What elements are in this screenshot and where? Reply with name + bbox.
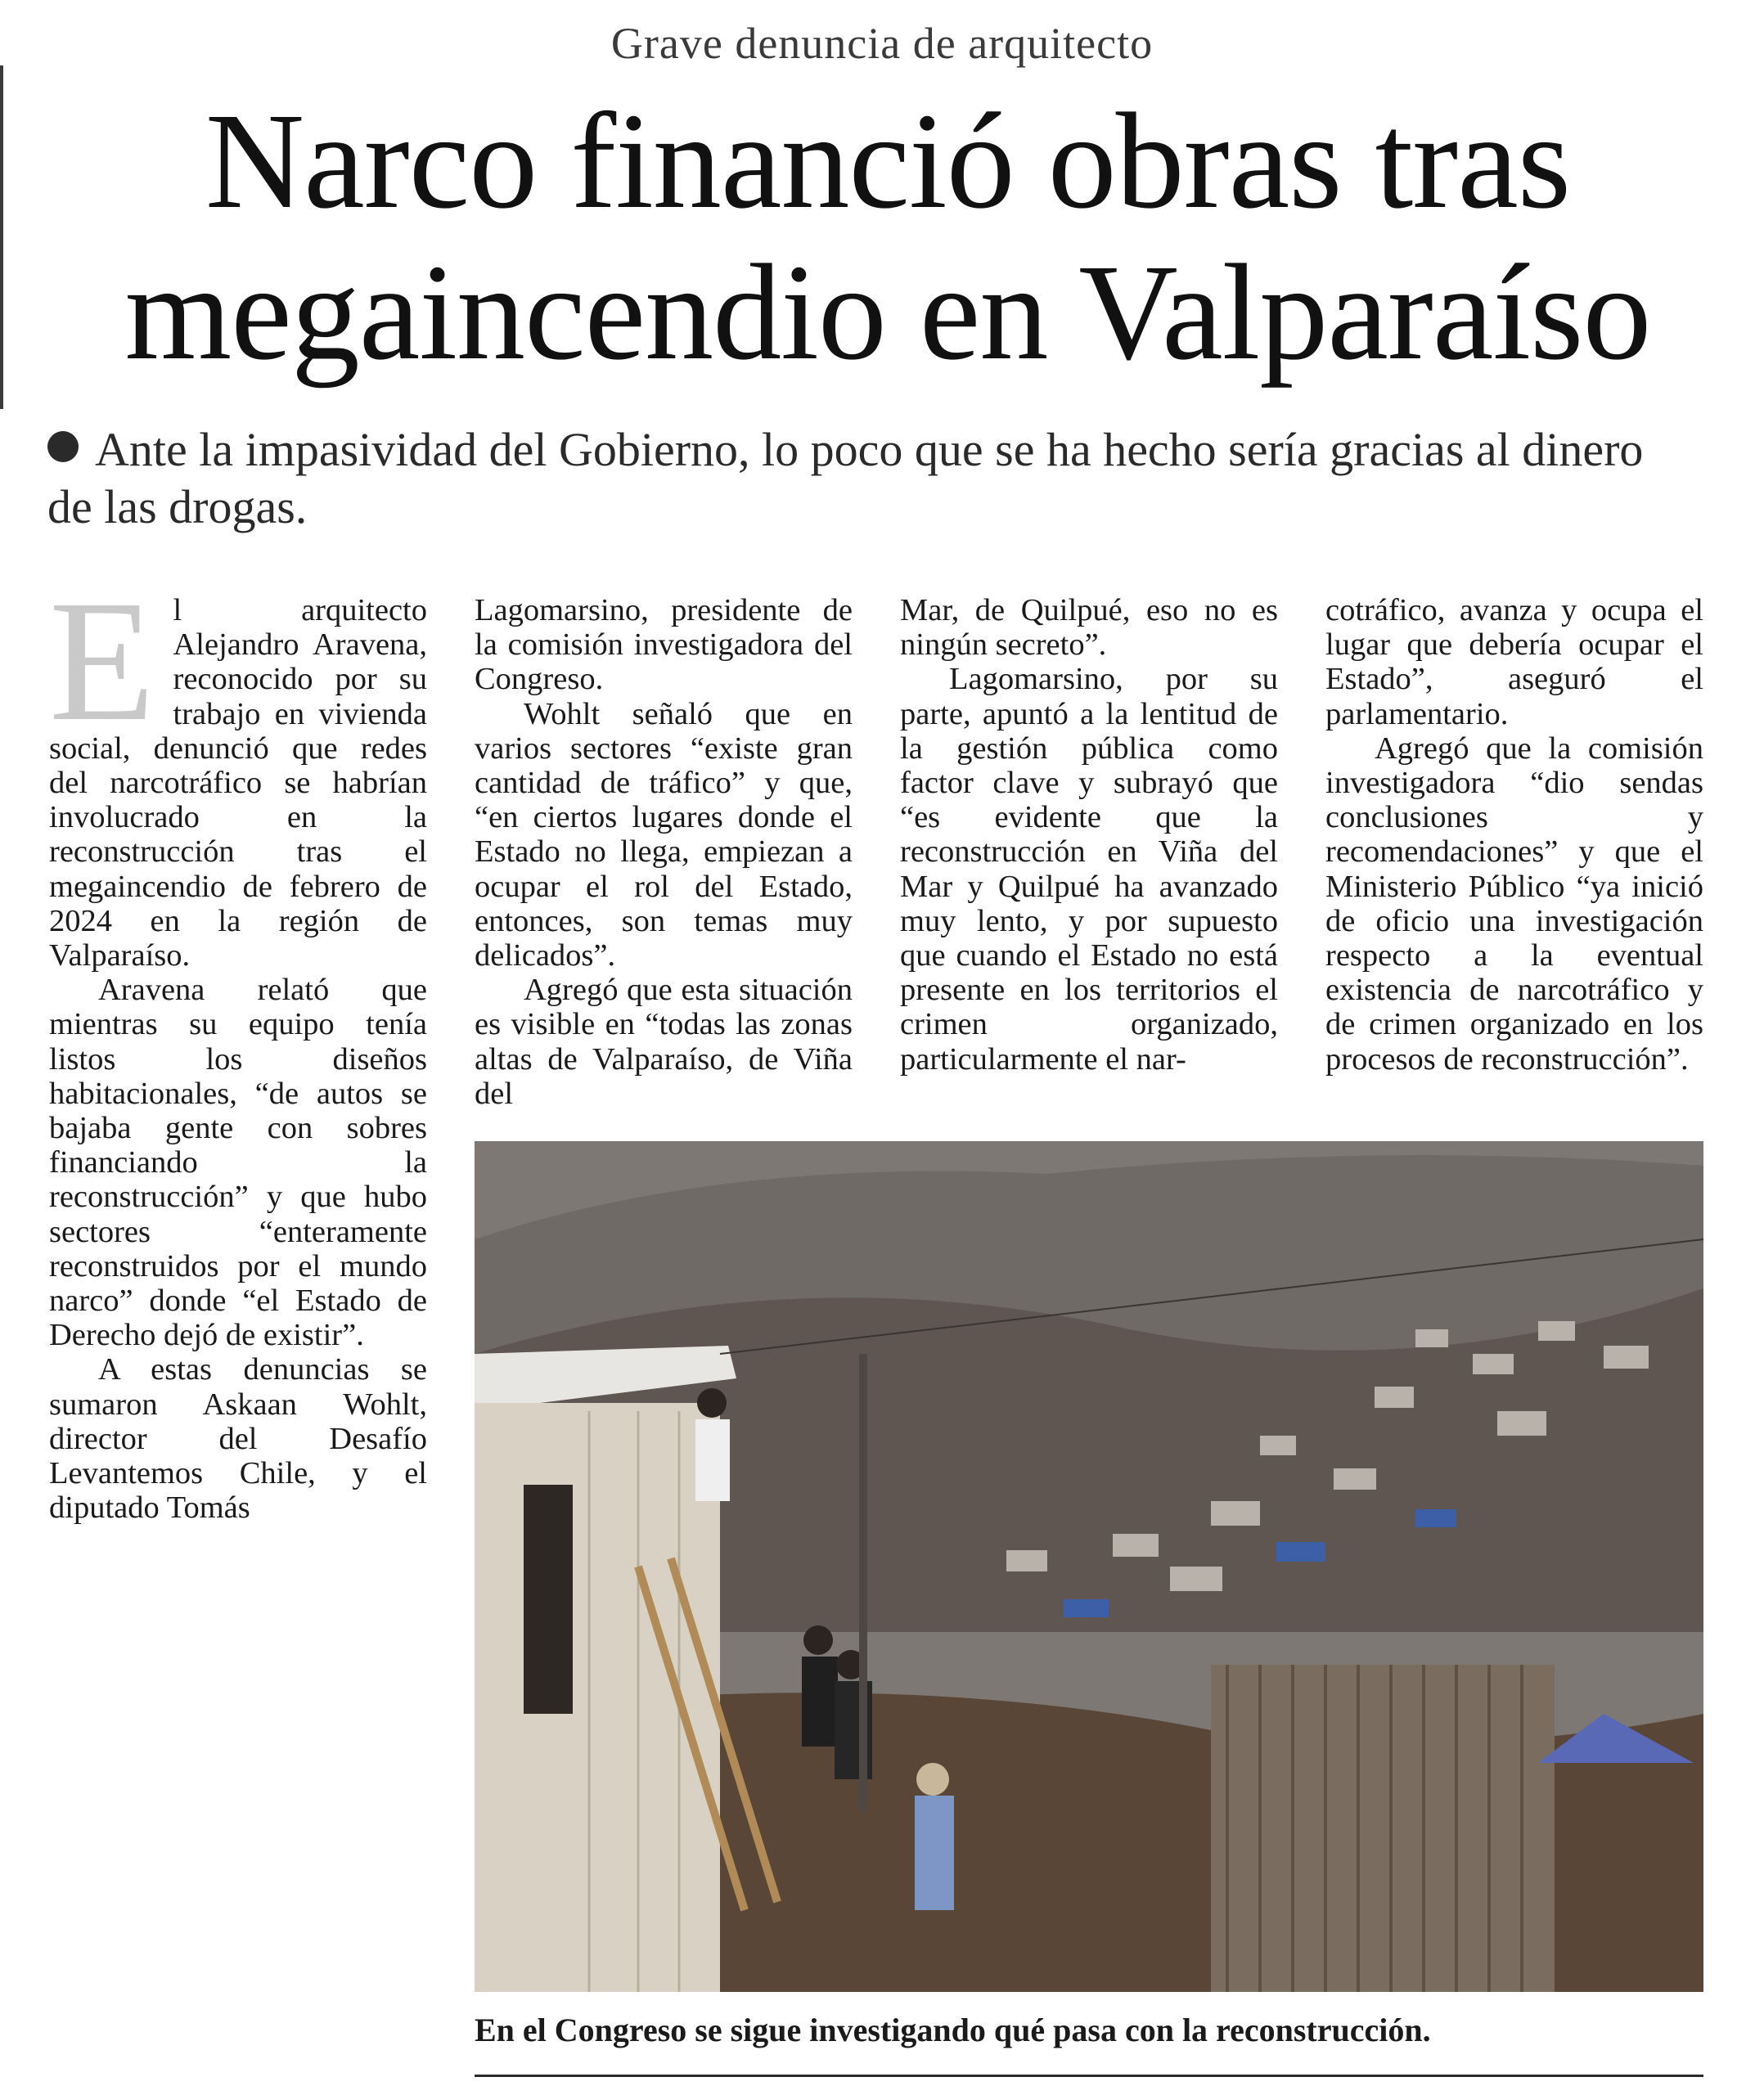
column-2	[475, 593, 853, 1111]
bullet-icon	[47, 431, 79, 462]
headline-line-1: Narco financió obras tras	[205, 85, 1571, 237]
drop-cap: E	[49, 564, 155, 757]
paragraph: Agregó que esta situación es visible en “todas las zonas altas de Valparaíso, de Viña del	[475, 973, 853, 1111]
paragraph: Lagomarsino, por su parte, apuntó a la lentitud de la gestión pública como factor clave y subrayó que “es evidente que la reconstrucción en Viña del Mar y Quilpué ha avanzado muy lento, y por supuesto que cuando el Estado no está presente en los territorios el crimen organizado, particularmente el nar-	[900, 662, 1278, 1077]
paragraph: cotráfico, avanza y ocupa el lugar que debería ocupar el Estado”, aseguró el parlamentario.	[1325, 593, 1703, 731]
column-4	[1325, 593, 1703, 1077]
kicker: Grave denuncia de arquitecto	[610, 19, 1154, 68]
paragraph: Lagomarsino, presidente de la comisión investigadora del Congreso.	[475, 593, 853, 697]
subhead-text: Ante la impasividad del Gobierno, lo poco que se ha hecho sería gracias al dinero de las drogas.	[47, 423, 1644, 533]
paragraph: Wohlt señaló que en varios sectores “existe gran cantidad de tráfico” y que, “en ciertos lugares donde el Estado no llega, empiezan a ocupar el rol del Estado, entonces, son temas muy delicados”.	[475, 696, 853, 973]
paragraph: Aravena relató que mientras su equipo tenía listos los diseños habitacionales, “de autos se bajaba gente con sobres financiando la reconstrucción” y que hubo sectores “enteramente reconstruidos por el mundo narco” donde “el Estado de Derecho dejó de existir”.	[49, 973, 427, 1353]
paragraph: Mar, de Quilpué, eso no es ningún secreto”.	[900, 593, 1278, 663]
headline	[33, 86, 1743, 389]
paragraph: A estas denuncias se sumaron Askaan Wohlt, director del Desafío Levantemos Chile, y el diputado Tomás	[49, 1352, 427, 1526]
headline-line-2: megaincendio en Valparaíso	[124, 236, 1651, 389]
paragraph: Agregó que la comisión investigadora “dio sendas conclusiones y recomendaciones” y que el Ministerio Público “ya inició de oficio una investigación respecto a la eventual existencia de narcotráfico y de crimen organizado en los procesos de reconstrucción”.	[1325, 731, 1703, 1077]
column-3	[900, 593, 1278, 1077]
bottom-rule	[475, 2075, 1703, 2077]
photo-illustration	[475, 1141, 1703, 1992]
paragraph: l arquitecto Alejandro Aravena, reconocido por su trabajo en vivienda social, denunció que redes del narcotráfico se habrían involucrado en la reconstrucción tras el megaincendio de febrero de 2024 en la región de Valparaíso.	[49, 593, 427, 973]
reconstruction-photo	[475, 1141, 1703, 1992]
subhead	[47, 421, 1651, 536]
photo-caption: En el Congreso se sigue investigando qué pasa con la reconstrucción.	[475, 2012, 1431, 2048]
left-margin-rule	[0, 65, 3, 409]
column-1	[49, 564, 427, 1526]
